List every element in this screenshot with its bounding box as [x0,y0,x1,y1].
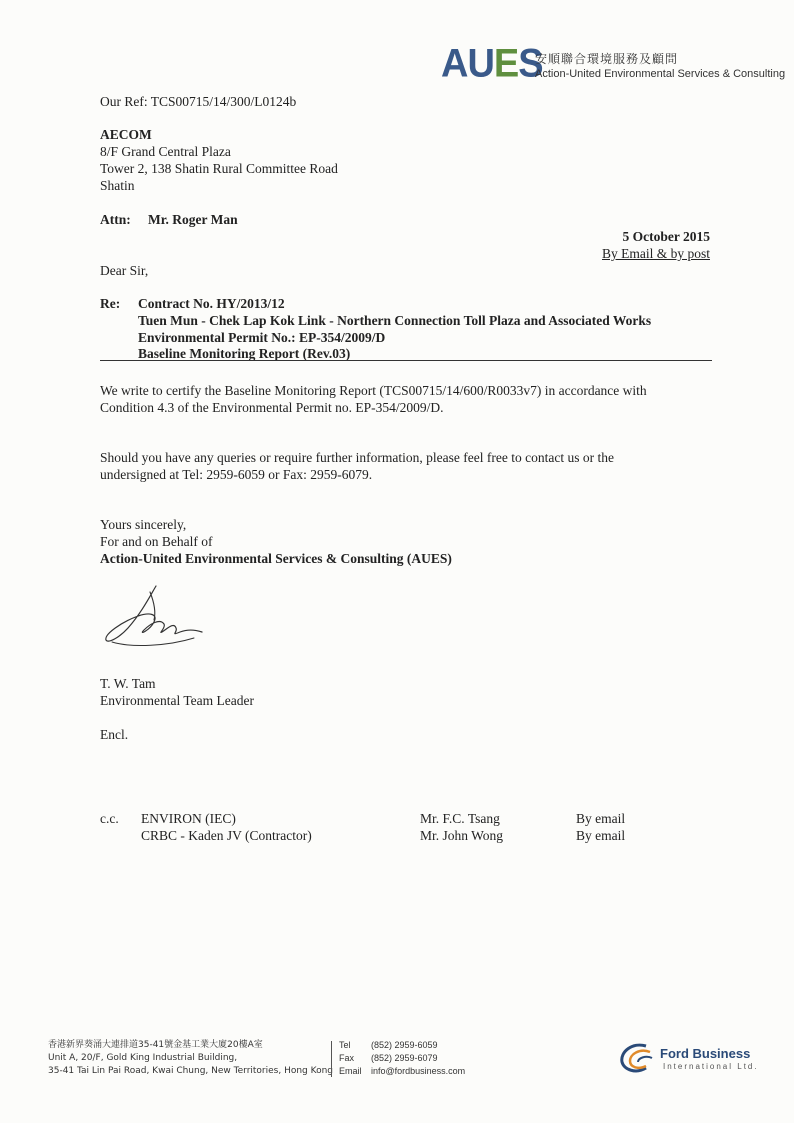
closing: Yours sincerely, [100,517,187,532]
aues-logo-mark: AU E S [441,41,543,87]
subject-line-4: Baseline Monitoring Report (Rev.03) [138,346,351,361]
subject-line-1: Contract No. HY/2013/12 [138,296,285,311]
footer-address-chinese: 香港新界葵涌大連排道35-41號金基工業大廈20樓A室 [48,1040,263,1050]
tel-value: (852) 2959-6059 [371,1040,438,1050]
footer-contact [339,1039,465,1078]
on-behalf: For and on Behalf of [100,534,213,549]
company-name-english: Action-United Environmental Services & Consulting [535,68,786,80]
attn-name: Mr. Roger Man [148,212,238,227]
recipient-address-line2: Tower 2, 138 Shatin Rural Committee Road [100,161,338,176]
aues-logo [441,41,786,87]
our-ref: Our Ref: TCS00715/14/300/L0124b [100,94,297,109]
cc-method-2: By email [576,828,626,843]
handwritten-signature [98,582,208,652]
attn-label: Attn: [100,212,131,227]
enclosure: Encl. [100,727,129,742]
ford-business-name: Ford Business [660,1046,751,1061]
paragraph-1-line-1: We write to certify the Baseline Monitoring Report (TCS00715/14/600/R0033v7) in accordance with [100,383,647,398]
ford-business-logo [616,1040,766,1076]
paragraph-2-line-2: undersigned at Tel: 2959-6059 or Fax: 2959-6079. [100,467,373,482]
letter-date: 5 October 2015 [622,229,710,244]
cc-label: c.c. [100,811,119,826]
footer-address [48,1039,333,1078]
subject-line-3: Environmental Permit No.: EP-354/2009/D [138,330,386,345]
paragraph-1-line-2: Condition 4.3 of the Environmental Permit no. EP-354/2009/D. [100,400,444,415]
recipient-address-line1: 8/F Grand Central Plaza [100,144,231,159]
signoff-company: Action-United Environmental Services & Consulting (AUES) [100,551,452,566]
signatory-title: Environmental Team Leader [100,693,254,708]
subject-line-2: Tuen Mun - Chek Lap Kok Link - Northern Connection Toll Plaza and Associated Works [138,313,652,328]
cc-org-1: ENVIRON (IEC) [141,811,236,826]
delivery-method: By Email & by post [602,246,710,261]
cc-person-1: Mr. F.C. Tsang [420,811,500,826]
cc-person-2: Mr. John Wong [420,828,504,843]
paragraph-2-line-1: Should you have any queries or require further information, please feel free to contact us or the [100,450,614,465]
footer-address-line2: 35-41 Tai Lin Pai Road, Kwai Chung, New Territories, Hong Kong [48,1066,334,1076]
re-label: Re: [100,296,121,311]
ford-business-sub: International Ltd. [663,1062,759,1071]
footer-address-line1: Unit A, 20/F, Gold King Industrial Building, [48,1053,238,1063]
ford-swirl-icon [616,1040,658,1076]
recipient-address-line3: Shatin [100,178,135,193]
cc-org-2: CRBC - Kaden JV (Contractor) [141,828,312,843]
salutation: Dear Sir, [100,263,149,278]
signatory-name: T. W. Tam [100,676,156,691]
fax-label: Fax [339,1053,355,1063]
email-value: info@fordbusiness.com [371,1066,466,1076]
tel-label: Tel [339,1040,351,1050]
fax-value: (852) 2959-6079 [371,1053,438,1063]
recipient-company: AECOM [100,127,152,142]
cc-method-1: By email [576,811,626,826]
subject-divider [100,360,712,361]
email-label: Email [339,1066,362,1076]
company-name-chinese: 安順聯合環境服務及顧問 [535,52,679,66]
footer-divider [331,1041,332,1077]
